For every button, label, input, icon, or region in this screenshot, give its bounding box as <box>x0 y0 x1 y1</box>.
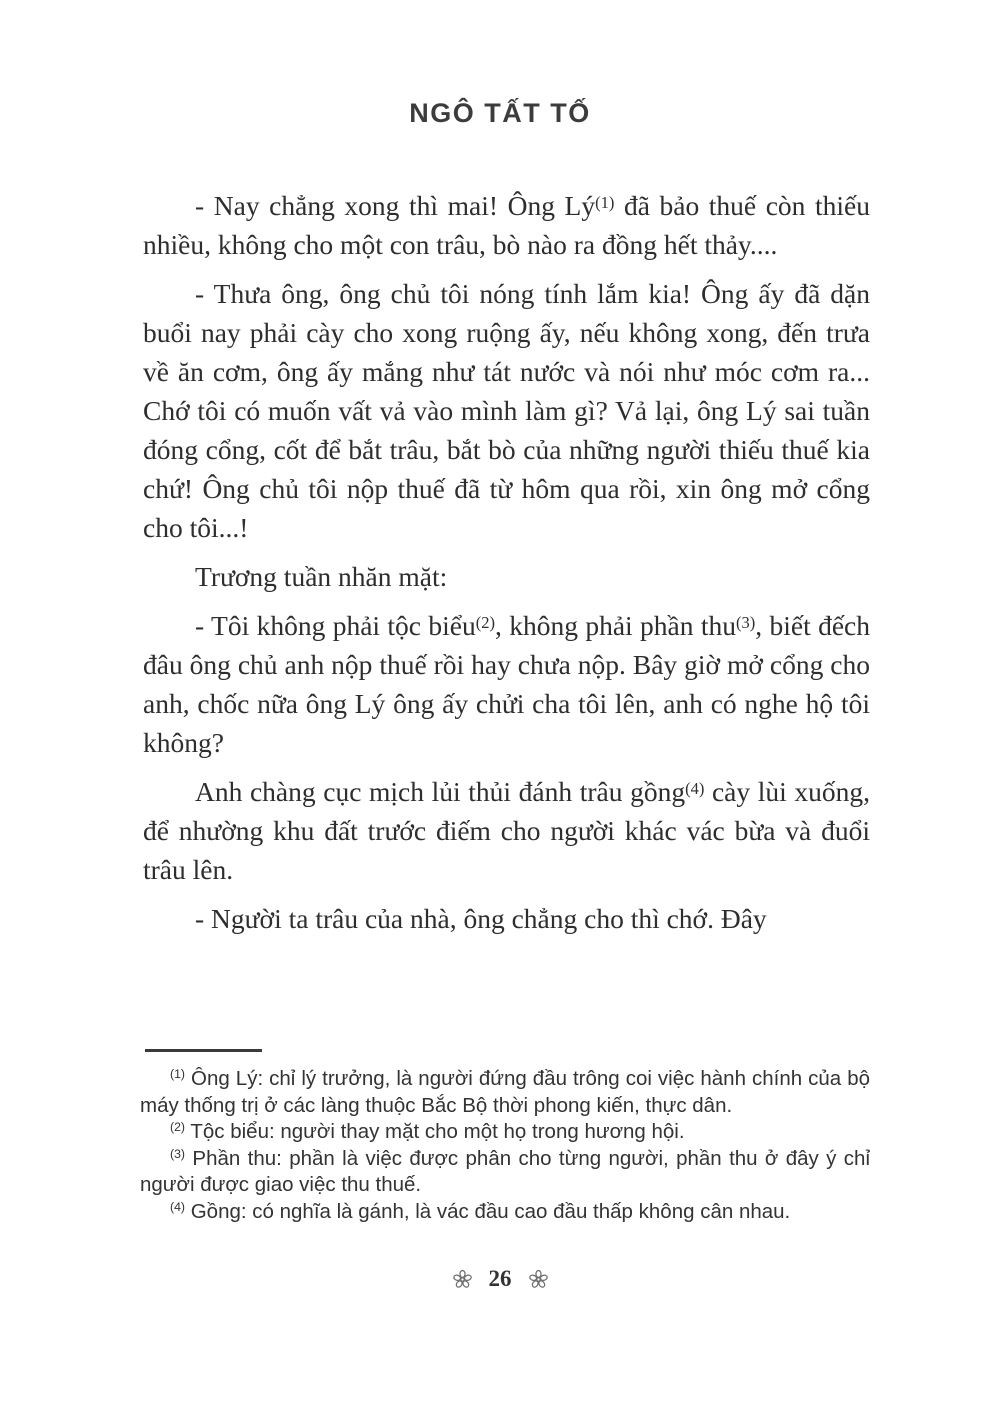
paragraph <box>143 274 870 547</box>
paragraph-text: , biết đếch đâu ông chủ anh nộp thuế rồi hay chưa nộp. Bây giờ mở cổng cho anh, chốc nữa ông Lý ông ấy chửi cha tôi lên, anh có nghe hộ tôi không? <box>143 610 871 758</box>
paragraph-text: Anh chàng cục mịch lủi thủi đánh trâu gồng <box>195 776 686 807</box>
flower-icon <box>528 1269 549 1290</box>
footnote-ref: (2) <box>475 613 495 632</box>
footnote-text: Tộc biểu: người thay mặt cho một họ trong hương hội. <box>185 1120 685 1143</box>
footnote-marker: (4) <box>170 1199 186 1214</box>
paragraph <box>143 772 870 889</box>
paragraph-text: đã bảo thuế còn thiếu nhiều, không cho một con trâu, bò nào ra đồng hết thảy.... <box>143 190 871 260</box>
paragraph-text: - Thưa ông, ông chủ tôi nóng tính lắm kia! Ông ấy đã dặn buổi nay phải cày cho xong ruộng ấy, nếu không xong, đến trưa về ăn cơm, ông ấy mắng như tát nước và nói như móc cơm ra... Chớ tôi có muốn vất vả vào mình làm gì? Vả lại, ông Lý sai tuần đóng cổng, cốt để bắt trâu, bắt bò của những người thiếu thuế kia chứ! Ông chủ tôi nộp thuế đã từ hôm qua rồi, xin ông mở cổng cho tôi...! <box>143 278 870 543</box>
footnote-ref: (1) <box>595 193 615 212</box>
footnote-text: Ông Lý: chỉ lý trưởng, là người đứng đầu trông coi việc hành chính của bộ máy thống trị ở các làng thuộc Bắc Bộ thời phong kiến, thực dân. <box>140 1067 870 1117</box>
footnote-ref: (4) <box>685 779 705 798</box>
author-header: NGÔ TẤT TỐ <box>409 98 591 128</box>
paragraph-text: - Nay chẳng xong thì mai! Ông Lý <box>195 190 596 221</box>
paragraph <box>143 186 870 264</box>
footnotes <box>140 1066 870 1225</box>
paragraph-text: - Người ta trâu của nhà, ông chẳng cho thì chớ. Đây <box>195 903 767 934</box>
footnote-text: Gồng: có nghĩa là gánh, là vác đầu cao đầu thấp không cân nhau. <box>185 1199 791 1223</box>
footnote-ref: (3) <box>736 613 756 632</box>
footnote-text: Phần thu: phần là việc được phân cho từng người, phần thu ở đây ý chỉ người được giao việc thu thuế. <box>140 1146 870 1196</box>
body-paragraphs <box>143 186 870 948</box>
footnote <box>140 1146 870 1199</box>
footnote-separator <box>145 1049 262 1052</box>
footnote-marker: (1) <box>170 1067 186 1081</box>
paragraph-text: - Tôi không phải tộc biểu <box>195 610 476 641</box>
paragraph <box>143 899 870 938</box>
page-footer <box>0 1266 1000 1292</box>
paragraph-text: cày lùi xuống, để nhường khu đất trước điếm cho người khác vác bừa và đuổi trâu lên. <box>143 776 870 885</box>
footnote <box>140 1119 870 1146</box>
footnote <box>140 1066 870 1119</box>
paragraph <box>143 557 870 596</box>
paragraph <box>143 606 870 762</box>
footnote-marker: (3) <box>170 1146 186 1161</box>
paragraph-text: , không phải phần thu <box>494 610 736 641</box>
footnote <box>140 1199 870 1226</box>
footnote-marker: (2) <box>170 1120 186 1134</box>
flower-icon <box>452 1269 473 1290</box>
paragraph-text: Trương tuần nhăn mặt: <box>195 561 448 592</box>
page-number: 26 <box>488 1266 512 1291</box>
